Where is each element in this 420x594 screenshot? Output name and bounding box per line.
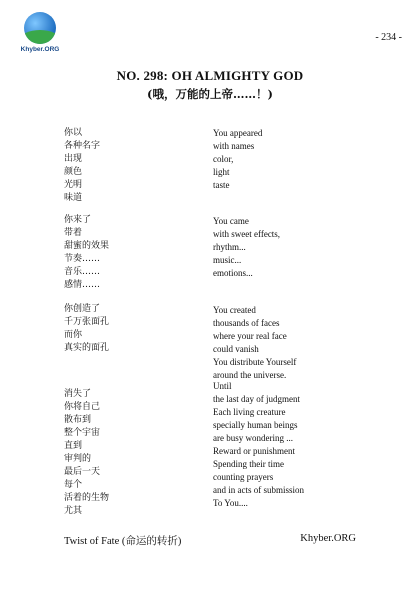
poem-line-zh: 带着 xyxy=(64,228,83,238)
poem-line-en: You appeared xyxy=(213,128,263,138)
poem-line-en: Spending their time xyxy=(213,459,284,469)
stanza-en-3 xyxy=(213,304,296,382)
poem-line-en: You created xyxy=(213,305,256,315)
poem-line-zh: 音乐…… xyxy=(64,267,101,277)
poem-line-zh: 散布到 xyxy=(64,415,92,425)
stanza-zh-4 xyxy=(64,388,109,518)
poem-line-en: with sweet effects, xyxy=(213,229,281,239)
poem-line-zh: 味道 xyxy=(64,193,83,203)
poem-line-zh: 你来了 xyxy=(64,215,92,225)
globe-icon xyxy=(24,12,56,44)
poem-line-zh: 真实的面孔 xyxy=(64,343,110,353)
poem-line-en: Reward or punishment xyxy=(213,446,295,456)
stanza-zh-1 xyxy=(64,127,100,205)
poem-line-zh: 整个宇宙 xyxy=(64,428,101,438)
poem-line-en: rhythm... xyxy=(213,242,246,252)
poem-line-zh: 颜色 xyxy=(64,167,83,177)
poem-line-en: To You.... xyxy=(213,498,248,508)
footer-book-title: Twist of Fate (命运的转折) xyxy=(64,536,182,547)
poem-line-zh: 最后一天 xyxy=(64,467,101,477)
poem-line-en: You came xyxy=(213,216,249,226)
poem-line-en: are busy wondering ... xyxy=(213,433,293,443)
stanza-en-4 xyxy=(213,380,304,510)
poem-line-zh: 节奏…… xyxy=(64,254,101,264)
stanza-zh-3 xyxy=(64,303,109,355)
poem-line-zh: 感情…… xyxy=(64,280,101,290)
poem-line-en: light xyxy=(213,167,230,177)
poem-line-zh: 各种名字 xyxy=(64,141,101,151)
stanza-en-1 xyxy=(213,127,262,192)
poem-line-zh: 而你 xyxy=(64,330,83,340)
poem-line-zh: 你以 xyxy=(64,128,83,138)
poem-line-en: Until xyxy=(213,381,232,391)
poem-title: NO. 298: OH ALMIGHTY GOD xyxy=(116,68,304,83)
page-number: - 234 - xyxy=(375,32,402,43)
poem-line-en: emotions... xyxy=(213,268,253,278)
poem-line-zh: 甜蜜的效果 xyxy=(64,241,110,251)
poem-line-en: Each living creature xyxy=(213,407,286,417)
poem-line-zh: 出现 xyxy=(64,154,83,164)
poem-line-en: You distribute Yourself xyxy=(213,357,297,367)
poem-line-en: thousands of faces xyxy=(213,318,280,328)
poem-line-en: where your real face xyxy=(213,331,287,341)
logo-text: Khyber.ORG xyxy=(20,46,60,53)
poem-subtitle-chinese: (哦，万能的上帝……！) xyxy=(147,87,273,101)
poem-line-en: with names xyxy=(213,141,255,151)
poem-line-en: and in acts of submission xyxy=(213,485,304,495)
poem-line-zh: 消失了 xyxy=(64,389,92,399)
poem-line-en: could vanish xyxy=(213,344,259,354)
site-logo xyxy=(18,12,62,56)
poem-line-zh: 直到 xyxy=(64,441,83,451)
poem-line-zh: 你将自己 xyxy=(64,402,101,412)
poem-line-en: the last day of judgment xyxy=(213,394,300,404)
poem-line-en: taste xyxy=(213,180,230,190)
stanza-en-2 xyxy=(213,215,280,280)
poem-line-en: counting prayers xyxy=(213,472,274,482)
poem-line-en: color, xyxy=(213,154,234,164)
poem-line-zh: 千万张面孔 xyxy=(64,317,110,327)
poem-line-zh: 每个 xyxy=(64,480,83,490)
poem-line-en: around the universe. xyxy=(213,370,287,380)
footer-site-name: Khyber.ORG xyxy=(300,533,356,544)
poem-line-en: music... xyxy=(213,255,242,265)
poem-line-zh: 你创造了 xyxy=(64,304,101,314)
poem-line-zh: 活着的生物 xyxy=(64,493,110,503)
stanza-zh-2 xyxy=(64,214,109,292)
poem-line-zh: 审判的 xyxy=(64,454,92,464)
poem-line-zh: 光明 xyxy=(64,180,83,190)
poem-line-zh: 尤其 xyxy=(64,506,83,516)
poem-line-en: specially human beings xyxy=(213,420,298,430)
